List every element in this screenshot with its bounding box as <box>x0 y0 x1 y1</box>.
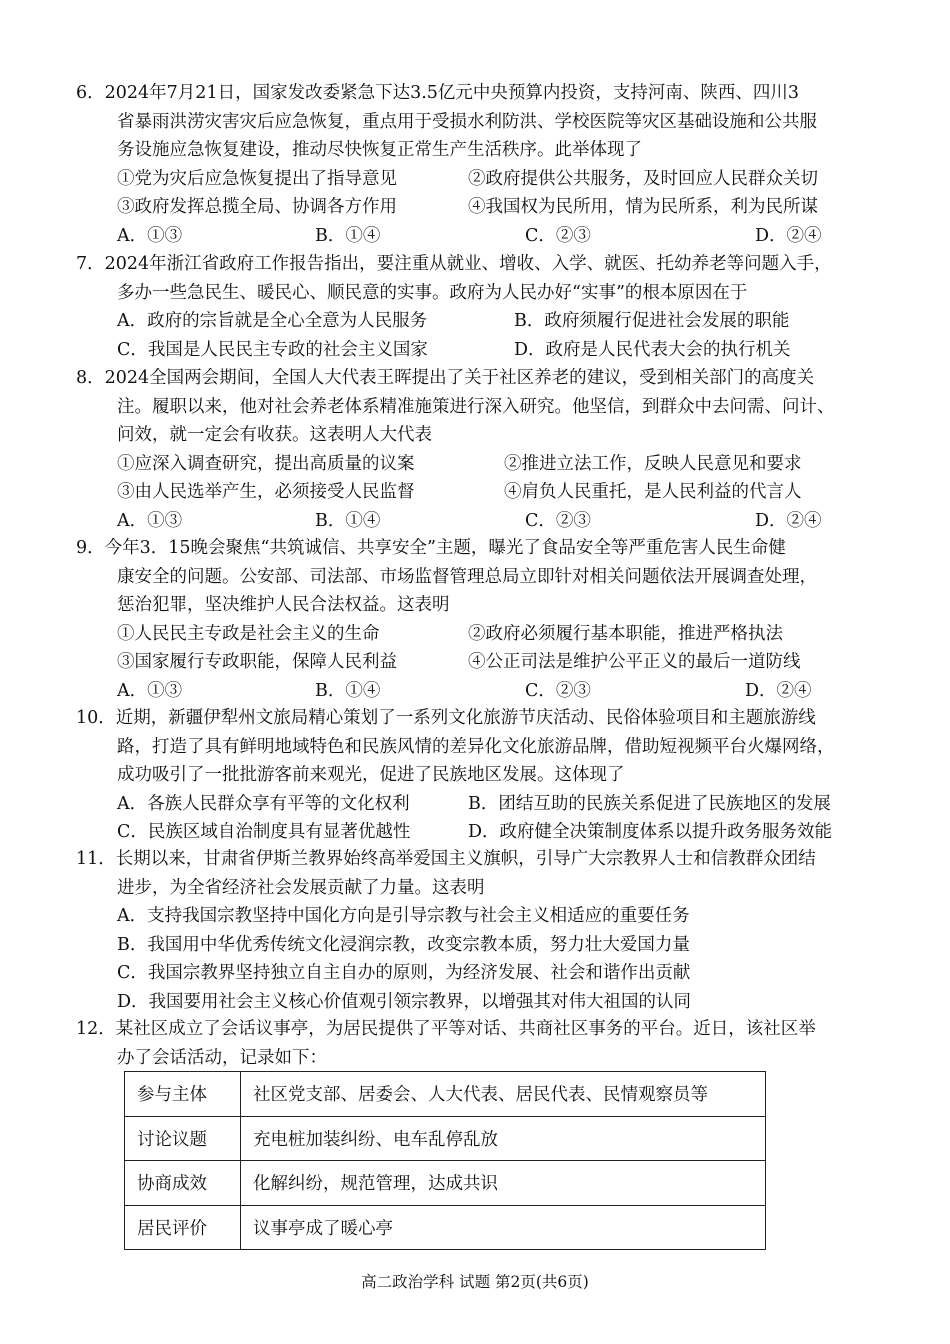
table-header-cell: 居民评价 <box>125 1205 241 1250</box>
choice-row <box>76 818 876 847</box>
record-table <box>124 1071 766 1250</box>
table-row <box>125 1116 766 1161</box>
choice-row <box>76 336 876 365</box>
table-row <box>125 1161 766 1206</box>
choice-a: A．①③ <box>117 225 183 246</box>
statement-3: ③政府发挥总揽全局、协调各方作用 <box>117 197 397 218</box>
statement-4: ④我国权为民所用，情为民所系，利为民所谋 <box>468 197 818 218</box>
question-11 <box>76 845 876 1017</box>
question-6 <box>76 79 876 251</box>
statement-row <box>76 165 876 194</box>
question-9 <box>76 534 876 706</box>
choice-b: B．①④ <box>315 510 381 531</box>
choice-a: A．政府的宗旨就是全心全意为人民服务 <box>117 311 428 332</box>
statement-2: ②政府必须履行基本职能，推进严格执法 <box>468 623 783 644</box>
table-row <box>125 1205 766 1250</box>
page-footer: 高二政治学科 试题 第2页(共6页) <box>361 1273 589 1291</box>
table-header-cell: 讨论议题 <box>125 1116 241 1161</box>
statement-row <box>76 478 876 507</box>
choice-b: B．团结互助的民族关系促进了民族地区的发展 <box>468 793 831 814</box>
choice-a: A．①③ <box>117 510 183 531</box>
table-cell: 充电桩加装纠纷、电车乱停乱放 <box>241 1116 766 1161</box>
statement-row <box>76 648 876 677</box>
statement-3: ③由人民选举产生，必须接受人民监督 <box>117 482 415 503</box>
choice-a: A．各族人民群众享有平等的文化权利 <box>117 793 410 814</box>
question-stem: 7．2024年浙江省政府工作报告指出，要注重从就业、增收、入学、就医、托幼养老等问题入手， 多办一些急民生、暖民心、顺民意的实事。政府为人民办好“实事”的根本原因在于 <box>76 254 832 303</box>
table-header-cell: 参与主体 <box>125 1072 241 1117</box>
choice-row <box>76 959 876 988</box>
choice-row <box>76 988 876 1017</box>
question-stem: 8．2024全国两会期间，全国人大代表王晖提出了关于社区养老的建议，受到相关部门的高度关 注。履职以来，他对社会养老体系精准施策进行深入研究。他坚信，到群众中去问需、问计、 问效，就一定会有收获。这表明人大代表 <box>76 368 835 446</box>
statement-1: ①人民民主专政是社会主义的生命 <box>117 623 380 644</box>
table-cell: 化解纠纷，规范管理，达成共识 <box>241 1161 766 1206</box>
table-header-cell: 协商成效 <box>125 1161 241 1206</box>
choice-row <box>76 677 876 706</box>
statement-4: ④肩负人民重托，是人民利益的代言人 <box>504 482 802 503</box>
choice-row <box>76 222 876 251</box>
choice-row <box>76 902 876 931</box>
question-12 <box>76 1015 876 1072</box>
choice-c: C．②③ <box>525 680 591 701</box>
choice-c: C．②③ <box>525 510 591 531</box>
choice-c: C．②③ <box>525 225 591 246</box>
statement-row <box>76 450 876 479</box>
choice-d: D．②④ <box>755 225 822 246</box>
choice-d: D．②④ <box>745 680 812 701</box>
choice-row <box>76 790 876 819</box>
statement-2: ②推进立法工作，反映人民意见和要求 <box>504 453 802 474</box>
choice-b: B．政府须履行促进社会发展的职能 <box>514 311 790 332</box>
question-stem: 9．今年3．15晚会聚焦“共筑诚信、共享安全”主题，曝光了食品安全等严重危害人民生命健 康安全的问题。公安部、司法部、市场监督管理总局立即针对相关问题依法开展调查处理， 惩治犯罪，坚决维护人民合法权益。这表明 <box>76 538 817 616</box>
choice-b: B．①④ <box>315 680 381 701</box>
question-stem: 10．近期，新疆伊犁州文旅局精心策划了一系列文化旅游节庆活动、民俗体验项目和主题旅游线 路，打造了具有鲜明地域特色和民族风情的差异化文化旅游品牌，借助短视频平台火爆网络， 成功吸引了一批批游客前来观光，促进了民族地区发展。这体现了 <box>76 708 835 786</box>
choice-row <box>76 931 876 960</box>
table-row <box>125 1072 766 1117</box>
question-stem: 11．长期以来，甘肃省伊斯兰教界始终高举爱国主义旗帜，引导广大宗教界人士和信教群众团结 进步，为全省经济社会发展贡献了力量。这表明 <box>76 849 816 898</box>
statement-row <box>76 620 876 649</box>
choice-b: B．我国用中华优秀传统文化浸润宗教，改变宗教本质，努力壮大爱国力量 <box>117 934 690 955</box>
choice-row <box>76 507 876 536</box>
table-cell: 议事亭成了暖心亭 <box>241 1205 766 1250</box>
question-8 <box>76 364 876 536</box>
statement-1: ①应深入调查研究，提出高质量的议案 <box>117 453 415 474</box>
question-10 <box>76 704 876 847</box>
choice-c: C．民族区域自治制度具有显著优越性 <box>117 822 411 843</box>
statement-1: ①党为灾后应急恢复提出了指导意见 <box>117 168 397 189</box>
choice-a: A．支持我国宗教坚持中国化方向是引导宗教与社会主义相适应的重要任务 <box>117 906 690 927</box>
statement-4: ④公正司法是维护公平正义的最后一道防线 <box>468 652 801 673</box>
table-cell: 社区党支部、居委会、人大代表、居民代表、民情观察员等 <box>241 1072 766 1117</box>
choice-d: D．我国要用社会主义核心价值观引领宗教界，以增强其对伟大祖国的认同 <box>117 991 692 1012</box>
statement-row <box>76 193 876 222</box>
choice-d: D．政府是人民代表大会的执行机关 <box>514 339 791 360</box>
choice-c: C．我国宗教界坚持独立自主自办的原则，为经济发展、社会和谐作出贡献 <box>117 963 691 984</box>
choice-b: B．①④ <box>315 225 381 246</box>
question-stem: 12．某社区成立了会话议事亭，为居民提供了平等对话、共商社区事务的平台。近日，该社区举 办了会话活动，记录如下： <box>76 1019 816 1068</box>
choice-c: C．我国是人民民主专政的社会主义国家 <box>117 339 428 360</box>
choice-d: D．政府健全决策制度体系以提升政务服务效能 <box>468 822 833 843</box>
choice-row <box>76 307 876 336</box>
question-stem: 6．2024年7月21日，国家发改委紧急下达3.5亿元中央预算内投资，支持河南、陕西、四川3 省暴雨洪涝灾害灾后应急恢复，重点用于受损水利防洪、学校医院等灾区基础设施和公共服 务设施应急恢复建设，推动尽快恢复正常生产生活秩序。此举体现了 <box>76 83 817 161</box>
statement-3: ③国家履行专政职能，保障人民利益 <box>117 652 397 673</box>
statement-2: ②政府提供公共服务，及时回应人民群众关切 <box>468 168 818 189</box>
choice-d: D．②④ <box>755 510 822 531</box>
choice-a: A．①③ <box>117 680 183 701</box>
question-7 <box>76 250 876 364</box>
